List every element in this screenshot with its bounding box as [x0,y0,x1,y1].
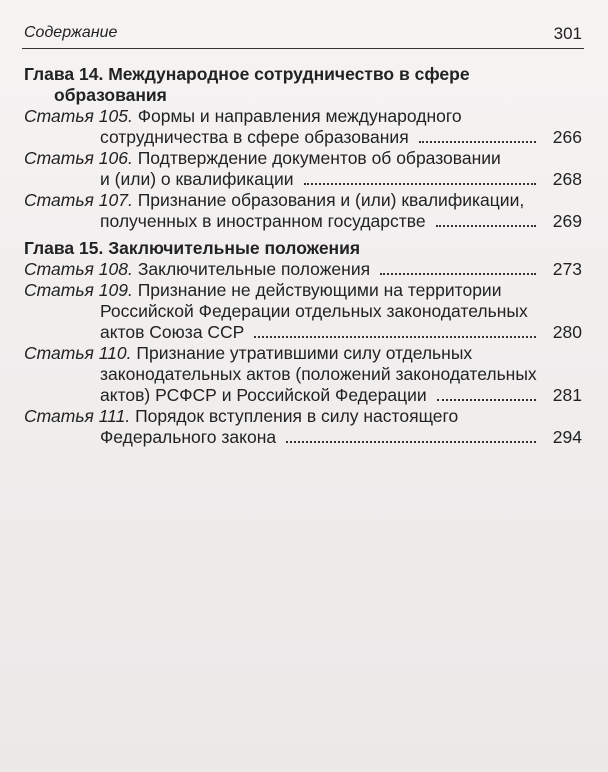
entry-page-number: 269 [552,211,582,231]
entry-page-number: 273 [552,259,582,279]
entry-title-line1: Признание не действующими на территории [137,280,502,300]
page-number: 301 [553,24,582,43]
entry-title-line2: сотрудничества в сфере образования [100,127,409,147]
entry-title-line1: Заключительные положения [137,259,371,279]
section-title: Содержание [24,24,118,41]
article-number: Статья 106. [24,148,133,168]
leader-dots [437,398,536,401]
entry-title-line2: Федерального закона [100,427,277,447]
entry-title-line3: актов) РСФСР и Российской Федерации [100,385,427,405]
chapter-15-title: Глава 15. Заключительные положения [24,238,361,258]
table-of-contents [22,64,582,448]
entry-title-line1: Порядок вступления в силу настоящего [135,406,459,426]
chapter-14-title-line1: Глава 14. Международное сотрудничество в сфере [24,64,470,84]
leader-dots [254,335,536,338]
entry-title-line3: актов Союза ССР [100,322,245,342]
entry-page-number: 280 [552,322,582,342]
article-number: Статья 107. [24,190,133,210]
article-number: Статья 109. [24,280,133,300]
entry-title-line1: Подтверждение документов об образовании [137,148,501,168]
toc-entry-111[interactable] [22,406,582,448]
leader-dots [286,440,536,443]
running-header [22,22,584,49]
leader-dots [419,140,536,143]
toc-entry-107[interactable] [22,190,582,232]
chapter-14-title-line2: образования [54,85,167,105]
leader-dots [436,224,536,227]
entry-title-line2: и (или) о квалификации [100,169,294,189]
entry-title-line1: Признание образования и (или) квалификации, [137,190,525,210]
toc-entry-109[interactable] [22,280,582,343]
entry-title-line1: Признание утратившими силу отдельных [136,343,473,363]
entry-title-line2: Российской Федерации отдельных законодательных [100,301,528,321]
toc-entry-106[interactable] [22,148,582,190]
article-number: Статья 110. [24,343,132,363]
article-number: Статья 108. [24,259,133,279]
entry-title-line1: Формы и направления международного [137,106,462,126]
entry-title-line2: полученных в иностранном государстве [100,211,426,231]
entry-page-number: 294 [552,427,582,447]
leader-dots [304,182,536,185]
toc-entry-110[interactable] [22,343,582,406]
chapter-14-heading [22,64,582,106]
article-number: Статья 105. [24,106,133,126]
toc-entry-105[interactable] [22,106,582,148]
chapter-15-heading [22,238,582,259]
leader-dots [380,272,536,275]
toc-entry-108[interactable] [22,259,582,280]
entry-page-number: 281 [552,385,582,405]
entry-page-number: 266 [552,127,582,147]
entry-title-line2: законодательных актов (положений законодательных [100,364,537,384]
entry-page-number: 268 [552,169,582,189]
article-number: Статья 111. [24,406,131,426]
